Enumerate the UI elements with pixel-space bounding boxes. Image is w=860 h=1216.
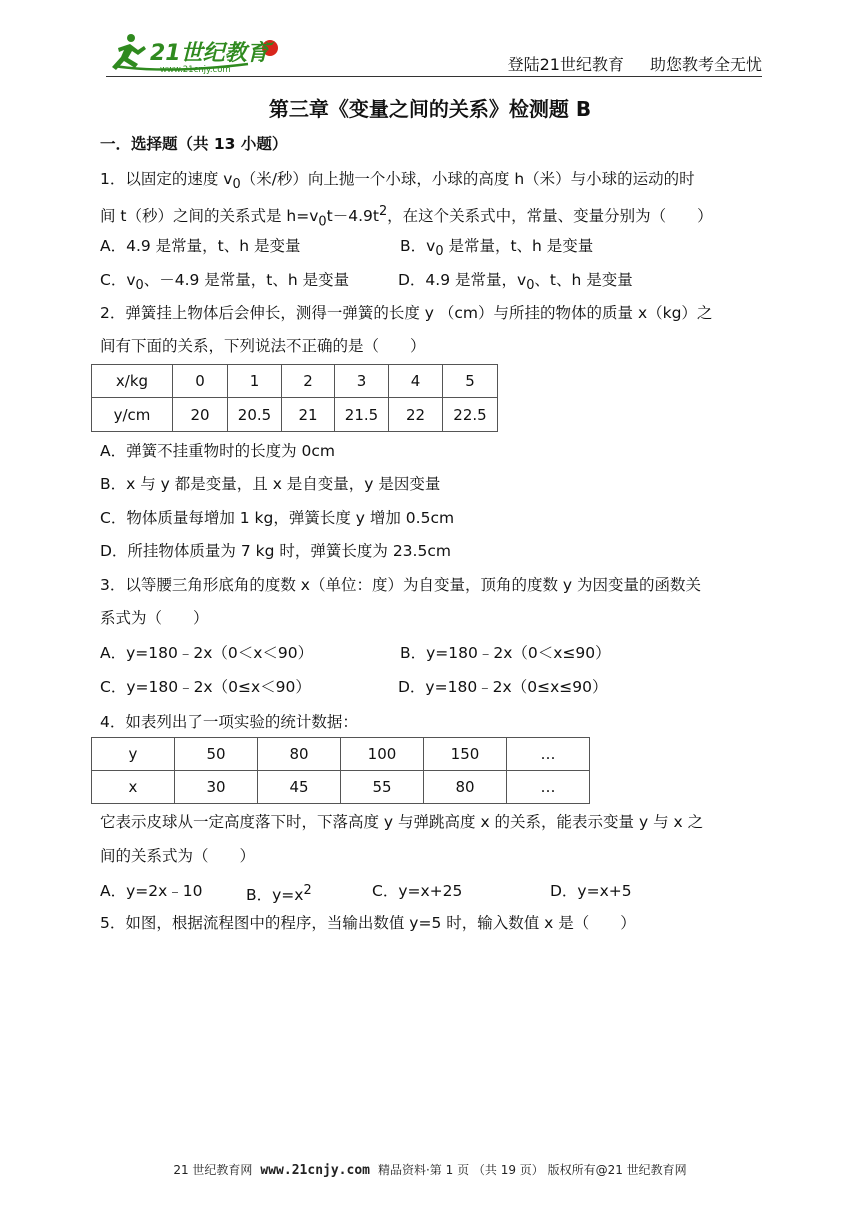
q4-table-row-x [92,771,590,804]
table-cell: y [92,738,175,771]
q1-option-a: A．4.9 是常量，t、h 是变量 [100,237,301,255]
q2-table-row-y [92,398,498,432]
q3-option-b: B．y=180﹣2x（0＜x≤90） [400,644,611,662]
table-cell: y/cm [92,398,173,432]
site-logo [108,30,280,76]
table-cell: 21.5 [335,398,389,432]
q1-option-c: C．$v_0$、－4.9 是常量，t、h 是变量 [100,271,350,294]
q2-option-b: B．x 与 y 都是变量，且 x 是自变量，y 是因变量 [100,475,441,493]
q4-option-a: A．y=2x﹣10 [100,882,203,900]
table-cell: x [92,771,175,804]
logo-url: www.21cnjy.com [160,65,231,75]
footer-right: 精品资料·第 1 页 （共 19 页） 版权所有@21 世纪教育网 [377,1163,687,1177]
q3-option-d: D．y=180﹣2x（0≤x≤90） [398,678,608,696]
table-cell: 50 [175,738,258,771]
table-cell: … [507,738,590,771]
table-cell: 150 [424,738,507,771]
q2-table-row-x [92,365,498,398]
q2-stem-line1: 2．弹簧挂上物体后会伸长，测得一弹簧的长度 y （cm）与所挂的物体的质量 x（kg）之 [100,304,713,322]
logo-text: 21世纪教育 [150,41,269,66]
q2-option-a: A．弹簧不挂重物时的长度为 0cm [100,442,336,460]
table-cell: 20.5 [228,398,282,432]
q4-table-row-y [92,738,590,771]
table-cell: 20 [173,398,228,432]
q4-data-table [91,737,590,804]
runner-icon [112,34,146,70]
table-cell: 21 [282,398,335,432]
q4-option-d: D．y=x+5 [550,882,632,900]
q4-stem-line2: 它表示皮球从一定高度落下时，下落高度 y 与弹跳高度 x 的关系，能表示变量 y 与 x 之 [100,813,704,831]
table-cell: 30 [175,771,258,804]
q5-stem-line1: 5．如图，根据流程图中的程序，当输出数值 y=5 时，输入数值 x 是（ ） [100,914,636,932]
footer-left: 21 世纪教育网 [173,1163,253,1177]
table-cell: 100 [341,738,424,771]
table-cell: 55 [341,771,424,804]
q2-option-c: C．物体质量每增加 1 kg，弹簧长度 y 增加 0.5cm [100,509,455,527]
table-cell: 2 [282,365,335,398]
q4-stem-line3: 间的关系式为（ ） [100,847,256,865]
q1-stem-line1: 1．以固定的速度 $v_0$（米/秒）向上抛一个小球，小球的高度 h（米）与小球的运动的时 [100,170,695,193]
section-heading: 一．选择题（共 13 小题） [100,135,288,153]
table-cell: 45 [258,771,341,804]
q3-stem-line1: 3．以等腰三角形底角的度数 x（单位：度）为自变量，顶角的度数 y 为因变量的函数关 [100,576,701,594]
q2-option-d: D．所挂物体质量为 7 kg 时，弹簧长度为 23.5cm [100,542,451,560]
q1-option-b: B．$v_0$ 是常量，t、h 是变量 [400,237,594,260]
table-cell: 3 [335,365,389,398]
page-footer [0,1161,860,1178]
table-cell: x/kg [92,365,173,398]
q1-stem-line2: 间 t（秒）之间的关系式是 $h=v_0t-4.9t^2$，在这个关系式中，常量、变量分别为（ ） [100,204,713,230]
table-cell: 80 [424,771,507,804]
q3-stem-line2: 系式为（ ） [100,609,209,627]
document-title: 第三章《变量之间的关系》检测题 B [268,97,592,121]
q2-data-table [91,364,498,432]
table-cell: 5 [443,365,498,398]
table-cell: 0 [173,365,228,398]
table-cell: 4 [389,365,443,398]
table-cell: 22 [389,398,443,432]
table-cell: 1 [228,365,282,398]
table-cell: 80 [258,738,341,771]
table-cell: 22.5 [443,398,498,432]
q3-option-a: A．y=180﹣2x（0＜x＜90） [100,644,314,662]
footer-site: www.21cnjy.com [260,1163,370,1178]
header-slogan-1: 登陆21世纪教育 [507,55,624,74]
header-slogan-2: 助您教考全无忧 [649,55,762,74]
q3-option-c: C．y=180﹣2x（0≤x＜90） [100,678,311,696]
table-cell: … [507,771,590,804]
q4-stem-line1: 4．如表列出了一项实验的统计数据： [100,713,358,731]
header-divider [106,76,762,77]
q4-option-b: B．$y=x^2$ [246,883,312,905]
q4-option-c: C．y=x+25 [372,882,463,900]
q2-stem-line2: 间有下面的关系，下列说法不正确的是（ ） [100,337,426,355]
q1-option-d: D．4.9 是常量，$v_0$、t、h 是变量 [398,271,633,294]
header-slogan [508,52,762,75]
